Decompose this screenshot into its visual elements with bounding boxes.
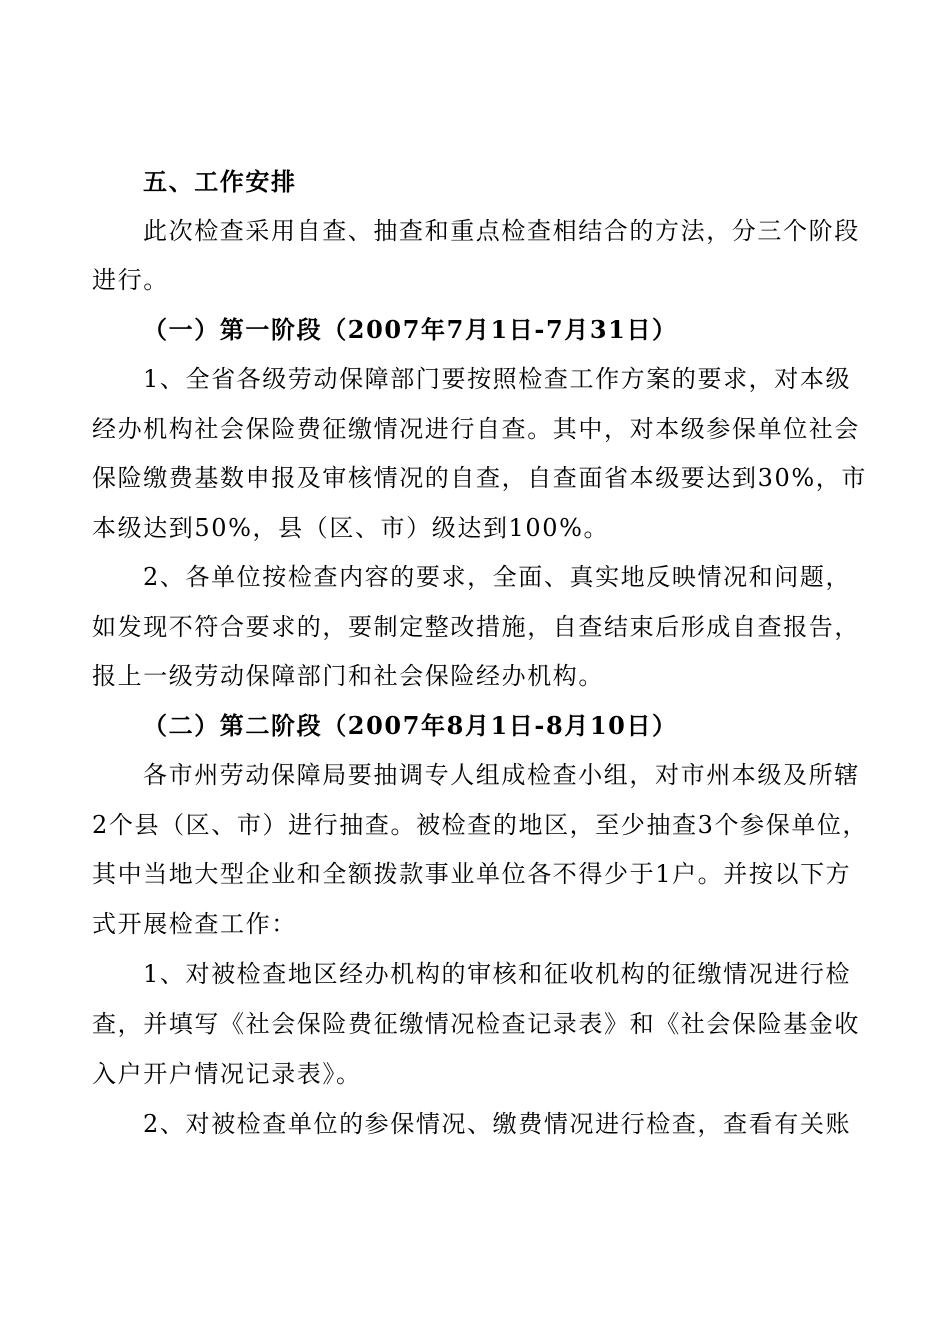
intro-line-1: 此次检查采用自查、抽查和重点检查相结合的方法，分三个阶段 xyxy=(143,217,860,245)
stage1-item2-line-2: 如发现不符合要求的，要制定整改措施，自查结束后形成自查报告， xyxy=(92,613,860,641)
stage1-item1-line-4: 本级达到50%，县（区、市）级达到100%。 xyxy=(92,514,610,542)
intro-line-2: 进行。 xyxy=(92,266,169,294)
stage2-intro-line-1: 各市州劳动保障局要抽调专人组成检查小组，对市州本级及所辖 xyxy=(143,761,860,789)
stage2-intro-line-4: 式开展检查工作： xyxy=(92,910,297,938)
stage1-item2-line-3: 报上一级劳动保障部门和社会保险经办机构。 xyxy=(92,662,604,690)
stage1-item1-line-2: 经办机构社会保险费征缴情况进行自查。其中，对本级参保单位社会 xyxy=(92,415,860,443)
stage2-item1-line-1: 1、对被检查地区经办机构的审核和征收机构的征缴情况进行检 xyxy=(143,960,852,988)
stage1-item1-line-3: 保险缴费基数申报及审核情况的自查，自查面省本级要达到30%，市 xyxy=(92,464,867,492)
stage2-item2-line-1: 2、对被检查单位的参保情况、缴费情况进行检查，查看有关账 xyxy=(143,1110,852,1138)
stage2-intro-line-3: 其中当地大型企业和全额拨款事业单位各不得少于1户。并按以下方 xyxy=(92,860,852,888)
stage2-heading: （二）第二阶段（2007年8月1日-8月10日） xyxy=(143,711,678,740)
stage1-item2-line-1: 2、各单位按检查内容的要求，全面、真实地反映情况和问题， xyxy=(143,563,852,591)
stage2-item1-line-2: 查，并填写《社会保险费征缴情况检查记录表》和《社会保险基金收 xyxy=(92,1010,860,1038)
section-heading: 五、工作安排 xyxy=(143,167,297,196)
stage1-item1-line-1: 1、全省各级劳动保障部门要按照检查工作方案的要求，对本级 xyxy=(143,365,852,393)
stage2-intro-line-2: 2个县（区、市）进行抽查。被检查的地区，至少抽查3个参保单位， xyxy=(92,811,869,839)
stage1-heading: （一）第一阶段（2007年7月1日-7月31日） xyxy=(143,315,678,344)
stage2-item1-line-3: 入户开户情况记录表》。 xyxy=(92,1060,362,1088)
